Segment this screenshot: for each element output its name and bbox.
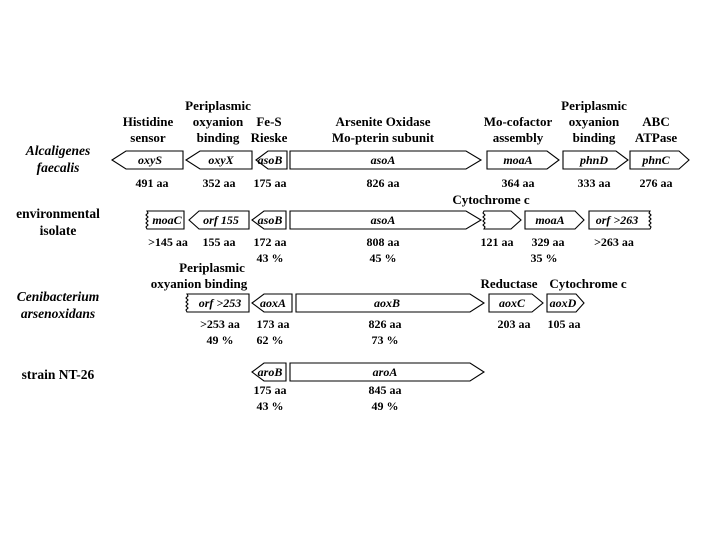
gene-name: aoxB xyxy=(373,296,401,310)
gene-name: orf >263 xyxy=(595,213,639,227)
gene-name: moaA xyxy=(503,153,533,167)
header-abc-atpase xyxy=(635,114,678,145)
header-line: Arsenite Oxidase xyxy=(335,114,431,129)
row-environmental-sizes xyxy=(148,235,634,249)
header-line: ABC xyxy=(642,114,670,129)
gene-name: phnD xyxy=(579,153,609,167)
row-alcaligenes-sizes xyxy=(136,176,673,190)
gene-name: moaA xyxy=(535,213,565,227)
gene-size: >145 aa xyxy=(148,235,188,249)
gene-name: aroA xyxy=(372,365,398,379)
gene-size: 826 aa xyxy=(366,176,400,190)
organism-strain-nt26 xyxy=(22,367,95,382)
header-line: Fe-S xyxy=(256,114,282,129)
gene-name: asoB xyxy=(257,213,283,227)
row-alcaligenes-genes xyxy=(112,151,689,169)
header-line: oxyanion binding xyxy=(150,276,248,291)
header-line: Periplasmic xyxy=(185,98,251,113)
gene-arrow-cytochrome-c xyxy=(483,211,521,229)
identity-percent: 43 % xyxy=(256,399,284,413)
gene-size: 203 aa xyxy=(497,317,531,331)
header-line: Histidine xyxy=(122,114,174,129)
gene-size: >253 aa xyxy=(200,317,240,331)
gene-size: >263 aa xyxy=(594,235,634,249)
organism-environmental-isolate xyxy=(16,206,100,238)
gene-size: 845 aa xyxy=(368,383,402,397)
header-line: Periplasmic xyxy=(561,98,627,113)
gene-name: moaC xyxy=(152,213,182,227)
identity-percent: 62 % xyxy=(256,333,284,347)
gene-size: 333 aa xyxy=(577,176,611,190)
gene-size: 491 aa xyxy=(135,176,169,190)
gene-size: 105 aa xyxy=(547,317,581,331)
header-line: Periplasmic xyxy=(179,260,245,275)
gene-name: orf 155 xyxy=(203,213,239,227)
header-line: Mo-cofactor xyxy=(483,114,553,129)
gene-size: 276 aa xyxy=(639,176,673,190)
identity-percent: 49 % xyxy=(206,333,234,347)
header-cytochrome-c-1: Cytochrome c xyxy=(452,192,530,207)
gene-name: aoxC xyxy=(498,296,526,310)
identity-percent: 45 % xyxy=(369,251,397,265)
header-line: sensor xyxy=(130,130,166,145)
row-nt26-sizes xyxy=(254,383,402,397)
organism-label: Cenibacterium xyxy=(16,289,100,304)
header-line: Rieske xyxy=(250,130,288,145)
header-histidine-sensor xyxy=(123,114,174,145)
organism-label: Alcaligenes xyxy=(25,143,91,158)
gene-name: aoxD xyxy=(549,296,577,310)
organism-label: strain NT-26 xyxy=(21,367,95,382)
gene-size: 175 aa xyxy=(253,383,287,397)
header-periplasmic-binding-1 xyxy=(185,98,251,145)
header-periplasmic-binding-2 xyxy=(561,98,627,145)
gene-size: 173 aa xyxy=(256,317,290,331)
header-fe-s-rieske xyxy=(251,114,288,145)
header-periplasmic-binding-3 xyxy=(151,260,248,291)
organism-label: arsenoxidans xyxy=(20,306,96,321)
organism-label: environmental xyxy=(16,206,100,221)
gene-name: asoB xyxy=(257,153,283,167)
row-environmental-genes xyxy=(146,211,651,229)
identity-percent: 35 % xyxy=(530,251,558,265)
header-line: binding xyxy=(196,130,240,145)
gene-name: asoA xyxy=(370,213,396,227)
header-mo-cofactor xyxy=(484,114,553,145)
identity-percent: 49 % xyxy=(371,399,399,413)
gene-size: 172 aa xyxy=(253,235,287,249)
header-line: ATPase xyxy=(634,130,678,145)
gene-name: oxyX xyxy=(208,153,234,167)
organism-label: isolate xyxy=(39,223,77,238)
identity-percent: 43 % xyxy=(256,251,284,265)
gene-size: 826 aa xyxy=(368,317,402,331)
row-environmental-identity xyxy=(257,251,558,265)
gene-size: 364 aa xyxy=(501,176,535,190)
header-line: oxyanion xyxy=(192,114,244,129)
organism-label: faecalis xyxy=(36,160,80,175)
gene-size: 175 aa xyxy=(253,176,287,190)
header-line: binding xyxy=(572,130,616,145)
gene-size: 329 aa xyxy=(531,235,565,249)
header-line: oxyanion xyxy=(568,114,620,129)
row-cenibacterium-genes xyxy=(186,294,584,312)
identity-percent: 73 % xyxy=(371,333,399,347)
gene-name: aoxA xyxy=(259,296,287,310)
header-line: Mo-pterin subunit xyxy=(331,130,435,145)
organism-alcaligenes-faecalis xyxy=(25,143,91,175)
header-arsenite-oxidase xyxy=(332,114,435,145)
row-nt26-identity xyxy=(257,399,399,413)
gene-size: 808 aa xyxy=(366,235,400,249)
gene-name: aroB xyxy=(257,365,283,379)
gene-name: phnC xyxy=(642,153,670,167)
gene-size: 155 aa xyxy=(202,235,236,249)
gene-size: 121 aa xyxy=(480,235,514,249)
row-cenibacterium-sizes xyxy=(200,317,580,331)
organism-cenibacterium-arsenoxidans xyxy=(17,289,100,321)
gene-size: 352 aa xyxy=(202,176,236,190)
header-line: assembly xyxy=(492,130,544,145)
row-cenibacterium-identity xyxy=(207,333,399,347)
gene-name: orf >253 xyxy=(198,296,242,310)
header-cytochrome-c-2: Cytochrome c xyxy=(549,276,627,291)
gene-name: asoA xyxy=(370,153,396,167)
row-nt26-genes xyxy=(252,363,484,381)
header-reductase: Reductase xyxy=(480,276,538,291)
gene-name: oxyS xyxy=(138,153,162,167)
